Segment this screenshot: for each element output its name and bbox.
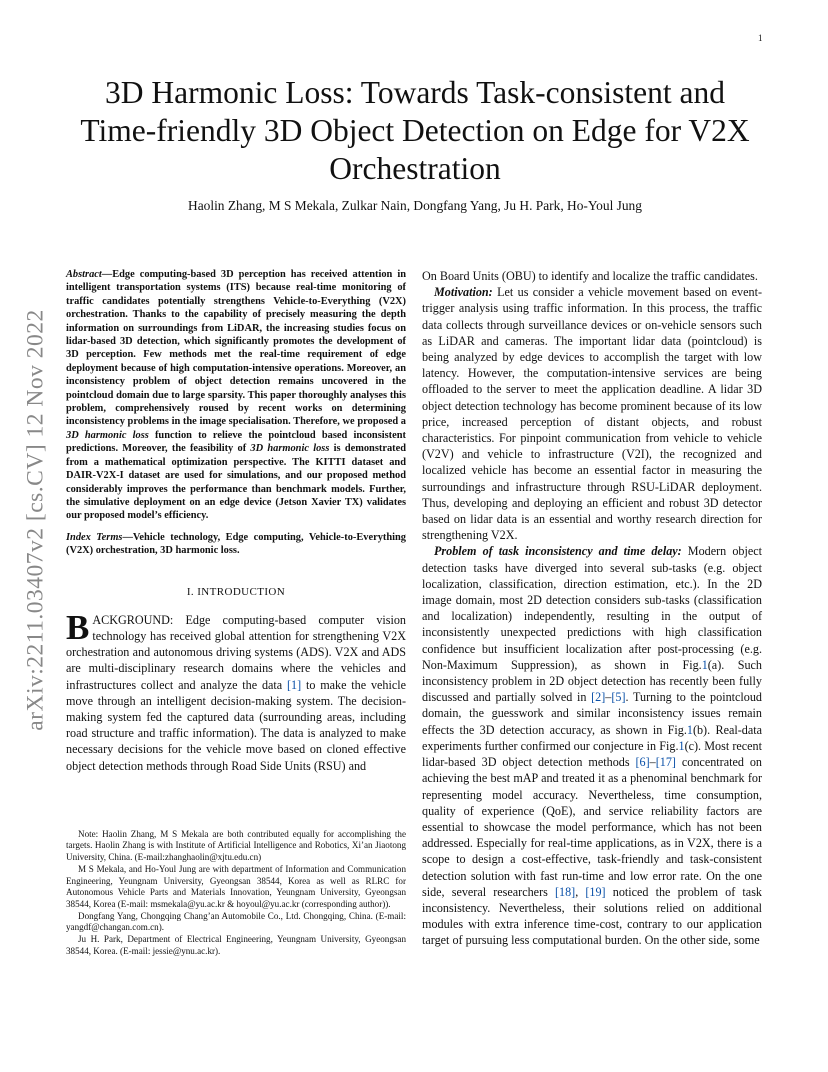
- right-column: [422, 268, 762, 949]
- abstract-text: function to relieve the pointcloud based inconsistent predictions. Moreover, the feasibility of: [66, 429, 406, 455]
- problem-text: Modern object detection tasks have diverged into several sub-tasks (e.g. object localization, classification, direction estimation, etc.). In the 2D image domain, most 2D detection considers sub-tasks (classification and localization) independently, resulting in the output of inconsistently unexpected predictions with high classification confidence but insufficient localization after post-processing (e.g. Non-Maximum Suppression), as shown in Fig.: [422, 544, 763, 672]
- left-column: [66, 268, 406, 958]
- figure-link[interactable]: 1: [701, 657, 708, 672]
- citation-link[interactable]: [18]: [554, 884, 576, 899]
- figure-link[interactable]: 1: [686, 722, 693, 737]
- abstract-label: Abstract: [66, 269, 102, 280]
- intro-text: ACKGROUND: Edge computing-based computer vision technology has received global attention for strengthening V2X orchestration and autonomous driving systems (ADS). V2X and ADS are multi-disciplinary research domains where the vehicles and infrastructures collect and analyze the data: [66, 612, 406, 692]
- intro-text: to make the vehicle move through an intelligent decision-making system. The decision-making system fed the captured data (surrounding areas, including road structure and traffic information). The data is analyzed to make necessary decisions for the vehicle move based on cloned effective object detection methods through Road Side Units (RSU) and: [66, 677, 406, 773]
- motivation-text: Let us consider a vehicle movement based on event-trigger analysis using traffic information. In this process, the traffic data collects through surveillance devices or on-vehicle sensors such as LiDAR and cameras. The important lidar data (pointcloud) is being analyzed by edge devices to accomplish the target with low latency. However, the computation-intensive services are being offloaded to the server to meet the application deadline. A lidar 3D object detection technology has become prominent because of its low price, increased perception of distant objects, and robust characteristics. For pinpoint communication from vehicle to vehicle (V2V) and vehicle to infrastructure (V2I), the recognized and localized vehicle has become an essential factor in measuring the surroundings and infrastructure through RSU-LiDAR deployment. Thus, developing and deploying an efficient and robust 3D detector based on lidar data is an essential and worthy research direction for strengthening V2X.: [422, 285, 762, 543]
- citation-link[interactable]: [6]: [635, 755, 650, 770]
- author-list: Haolin Zhang, M S Mekala, Zulkar Nain, Dongfang Yang, Ju H. Park, Ho-Youl Jung: [188, 198, 642, 213]
- arxiv-identifier-text: arXiv:2211.03407v2 [cs.CV] 12 Nov 2022: [22, 309, 49, 731]
- arxiv-identifier: [17, 282, 55, 758]
- problem-text: . Turning to the pointcloud domain, the guesswork and similar inconsistency issues remain effects the 3D detection accuracy, as shown in Fig.: [422, 690, 762, 737]
- problem-text: (c). Most recent lidar-based 3D object detection methods: [422, 738, 762, 770]
- problem-paragraph: [422, 543, 762, 948]
- index-terms-label: Index Terms: [66, 531, 123, 543]
- page-number: 1: [758, 33, 763, 43]
- range-dash: –: [649, 755, 656, 770]
- intro-paragraph: [66, 607, 406, 774]
- abstract: [66, 268, 406, 523]
- dropcap-letter: B: [66, 607, 90, 647]
- range-dash: –: [605, 690, 612, 705]
- problem-text: (a). Such inconsistency problem in 2D object detection has recently been fully discussed and partially solved in: [422, 657, 763, 705]
- paper-title: 3D Harmonic Loss: Towards Task-consistent and Time-friendly 3D Object Detection on Edge for V2X Orchestration: [80, 75, 750, 186]
- footnote: Ju H. Park, Department of Electrical Engineering, Yeungnam University, Gyeongsan 38544, Korea. (E-mail: jessie@ynu.ac.kr).: [66, 934, 406, 956]
- citation-link[interactable]: [17]: [655, 755, 676, 770]
- footnote: Note: Haolin Zhang, M S Mekala are both contributed equally for accomplishing the targets. Haolin Zhang is with Institute of Artificial Intelligence and Robotics, Xi’an Jiaotong University, China. (E-mail:zhanghaolin@xjtu.edu.cn): [66, 828, 406, 863]
- section-heading: I. INTRODUCTION: [186, 585, 286, 598]
- problem-text: noticed the problem of task inconsistency. Nevertheless, their solutions relied on additional modules with extra inference time-cost, contrary to our application target of pursuing less computational burden. On the other side, some: [422, 884, 762, 948]
- abstract-emphasis: 3D harmonic loss: [66, 429, 149, 441]
- abstract-emphasis: 3D harmonic loss: [250, 443, 330, 455]
- motivation-label: Motivation:: [434, 285, 493, 300]
- citation-link[interactable]: [5]: [611, 690, 626, 705]
- problem-text: (b). Real-data experiments further confirmed our conjecture in Fig.: [422, 722, 762, 753]
- citation-link[interactable]: [1]: [286, 677, 302, 692]
- citation-link[interactable]: [2]: [591, 690, 606, 705]
- separator: ,: [575, 884, 586, 899]
- problem-text: concentrated on achieving the best mAP and treated it as a phenominal benchmark for representing model accuracy. Nevertheless, time consumption, quality of experience (QoE), and service reliability factors are essential to showcase the model performance, which has not been addressed. Especially for real-time applications, as in V2X, there is a scope to design a cost-effective, task-friendly and task-consistent detection solution with fast run-time and low error rate. On the one side, several researchers: [422, 755, 762, 899]
- abstract-text: is demonstrated from a mathematical optimization perspective. The KITTI dataset and DAIR-V2X-I dataset are used for simulations, and our proposed method considerably improves the performance than benchmark models. Further, the simulative deployment on an edge device (Jetson Xavier TX) validates our proposed model’s efficiency.: [66, 443, 406, 522]
- index-terms-text: —Vehicle technology, Edge computing, Vehicle-to-Everything (V2X) orchestration, 3D harmonic loss.: [66, 531, 406, 557]
- figure-link[interactable]: 1: [678, 738, 685, 753]
- index-terms: [66, 531, 406, 558]
- abstract-text: —Edge computing-based 3D perception has received attention in intelligent transportation systems (ITS) because real-time monitoring of traffic candidates potentially strengthens Vehicle-to-Everything (V2X) orchestration. Thanks to the capability of precisely measuring the depth information on surroundings from LiDAR, the increasing studies focus on lidar-based 3D detection, which significantly promotes the development of 3D perception. Few methods met the real-time requirement of edge deployment because of high computation-intensive operations. Moreover, an inconsistency problem of object detection remains uncovered in the pointcloud domain due to large sparsity. This paper thoroughly analyses this problem, comprehensively roused by recent works on determining inconsistency problems in the image specialisation. Therefore, we proposed a: [66, 269, 406, 428]
- motivation-paragraph: [422, 284, 762, 543]
- problem-label: Problem of task inconsistency and time delay:: [434, 544, 682, 559]
- footnote: M S Mekala, and Ho-Youl Jung are with department of Information and Communication Engineering, Yeungnam University, Gyeongsan 38544, Korea as well as RLRC for Autonomous Vehicle Parts and Materials Innovation, Yeungnam University, Gyeongsan 38544, Korea (E-mail: msmekala@yu.ac.kr & hoyoul@yu.ac.kr (corresponding author)).: [66, 863, 406, 909]
- paragraph: On Board Units (OBU) to identify and localize the traffic candidates.: [422, 269, 758, 283]
- footnote: Dongfang Yang, Chongqing Chang’an Automobile Co., Ltd. Chongqing, China. (E-mail: yangdf@changan.com.cn).: [66, 910, 406, 933]
- citation-link[interactable]: [19]: [585, 884, 606, 899]
